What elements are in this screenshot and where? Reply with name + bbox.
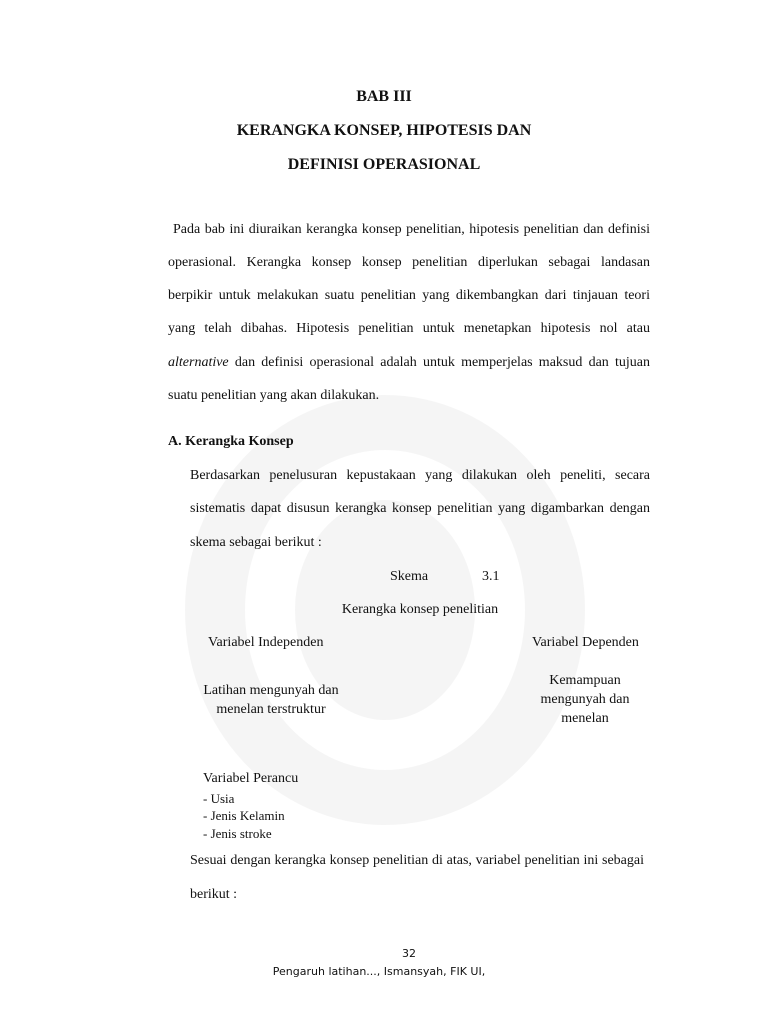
italic-term: alternative	[168, 355, 229, 370]
confounder-item: - Jenis Kelamin	[203, 808, 285, 823]
chapter-title-line1: KERANGKA KONSEP, HIPOTESIS DAN	[236, 122, 532, 139]
page-number: 32	[402, 947, 416, 960]
confounder-item: - Jenis stroke	[203, 826, 272, 841]
intro-line-5-rest: dan definisi operasional adalah untuk memperjelas maksud dan tujuan	[228, 355, 650, 370]
dependent-variable-box	[520, 671, 650, 728]
dependent-variable-label: Variabel Dependen	[532, 635, 639, 650]
independent-variable-box	[196, 681, 346, 719]
intro-line-4: yang telah dibahas. Hipotesis penelitian untuk menetapkan hipotesis nol atau	[168, 321, 650, 336]
independent-line-2: menelan terstruktur	[216, 702, 326, 717]
dependent-line-1: Kemampuan	[549, 673, 621, 688]
dependent-line-2: mengunyah dan	[540, 692, 630, 707]
schema-number: 3.1	[482, 569, 500, 584]
dependent-line-3: menelan	[561, 711, 609, 726]
chapter-title-line2: DEFINISI OPERASIONAL	[287, 156, 481, 173]
section-a-line-3: skema sebagai berikut :	[190, 535, 322, 550]
schema-label: Skema	[390, 569, 429, 584]
closing-line-2: berikut :	[190, 887, 238, 902]
confounder-variable-label: Variabel Perancu	[203, 771, 299, 786]
section-a-heading: A. Kerangka Konsep	[168, 434, 294, 449]
independent-line-1: Latihan mengunyah dan	[203, 683, 339, 698]
section-a-line-1: Berdasarkan penelusuran kepustakaan yang dilakukan oleh peneliti, secara	[190, 468, 650, 483]
section-a-line-2: sistematis dapat disusun kerangka konsep penelitian yang digambarkan dengan	[190, 501, 650, 516]
closing-line-1: Sesuai dengan kerangka konsep penelitian di atas, variabel penelitian ini sebagai	[190, 853, 644, 868]
schema-caption: Kerangka konsep penelitian	[341, 602, 499, 617]
intro-line-2: operasional. Kerangka konsep konsep penelitian diperlukan sebagai landasan	[168, 255, 650, 270]
intro-line-5	[168, 355, 650, 371]
intro-line-3: berpikir untuk melakukan suatu penelitian yang dikembangkan dari tinjauan teori	[168, 288, 650, 303]
independent-variable-label: Variabel Independen	[208, 635, 324, 650]
footer-note: Pengaruh latihan..., Ismansyah, FIK UI,	[272, 965, 486, 978]
intro-line-1: Pada bab ini diuraikan kerangka konsep penelitian, hipotesis penelitian dan definisi	[173, 222, 650, 237]
intro-line-6: suatu penelitian yang akan dilakukan.	[168, 388, 380, 403]
confounder-item: - Usia	[203, 791, 235, 806]
chapter-number: BAB III	[356, 88, 412, 105]
